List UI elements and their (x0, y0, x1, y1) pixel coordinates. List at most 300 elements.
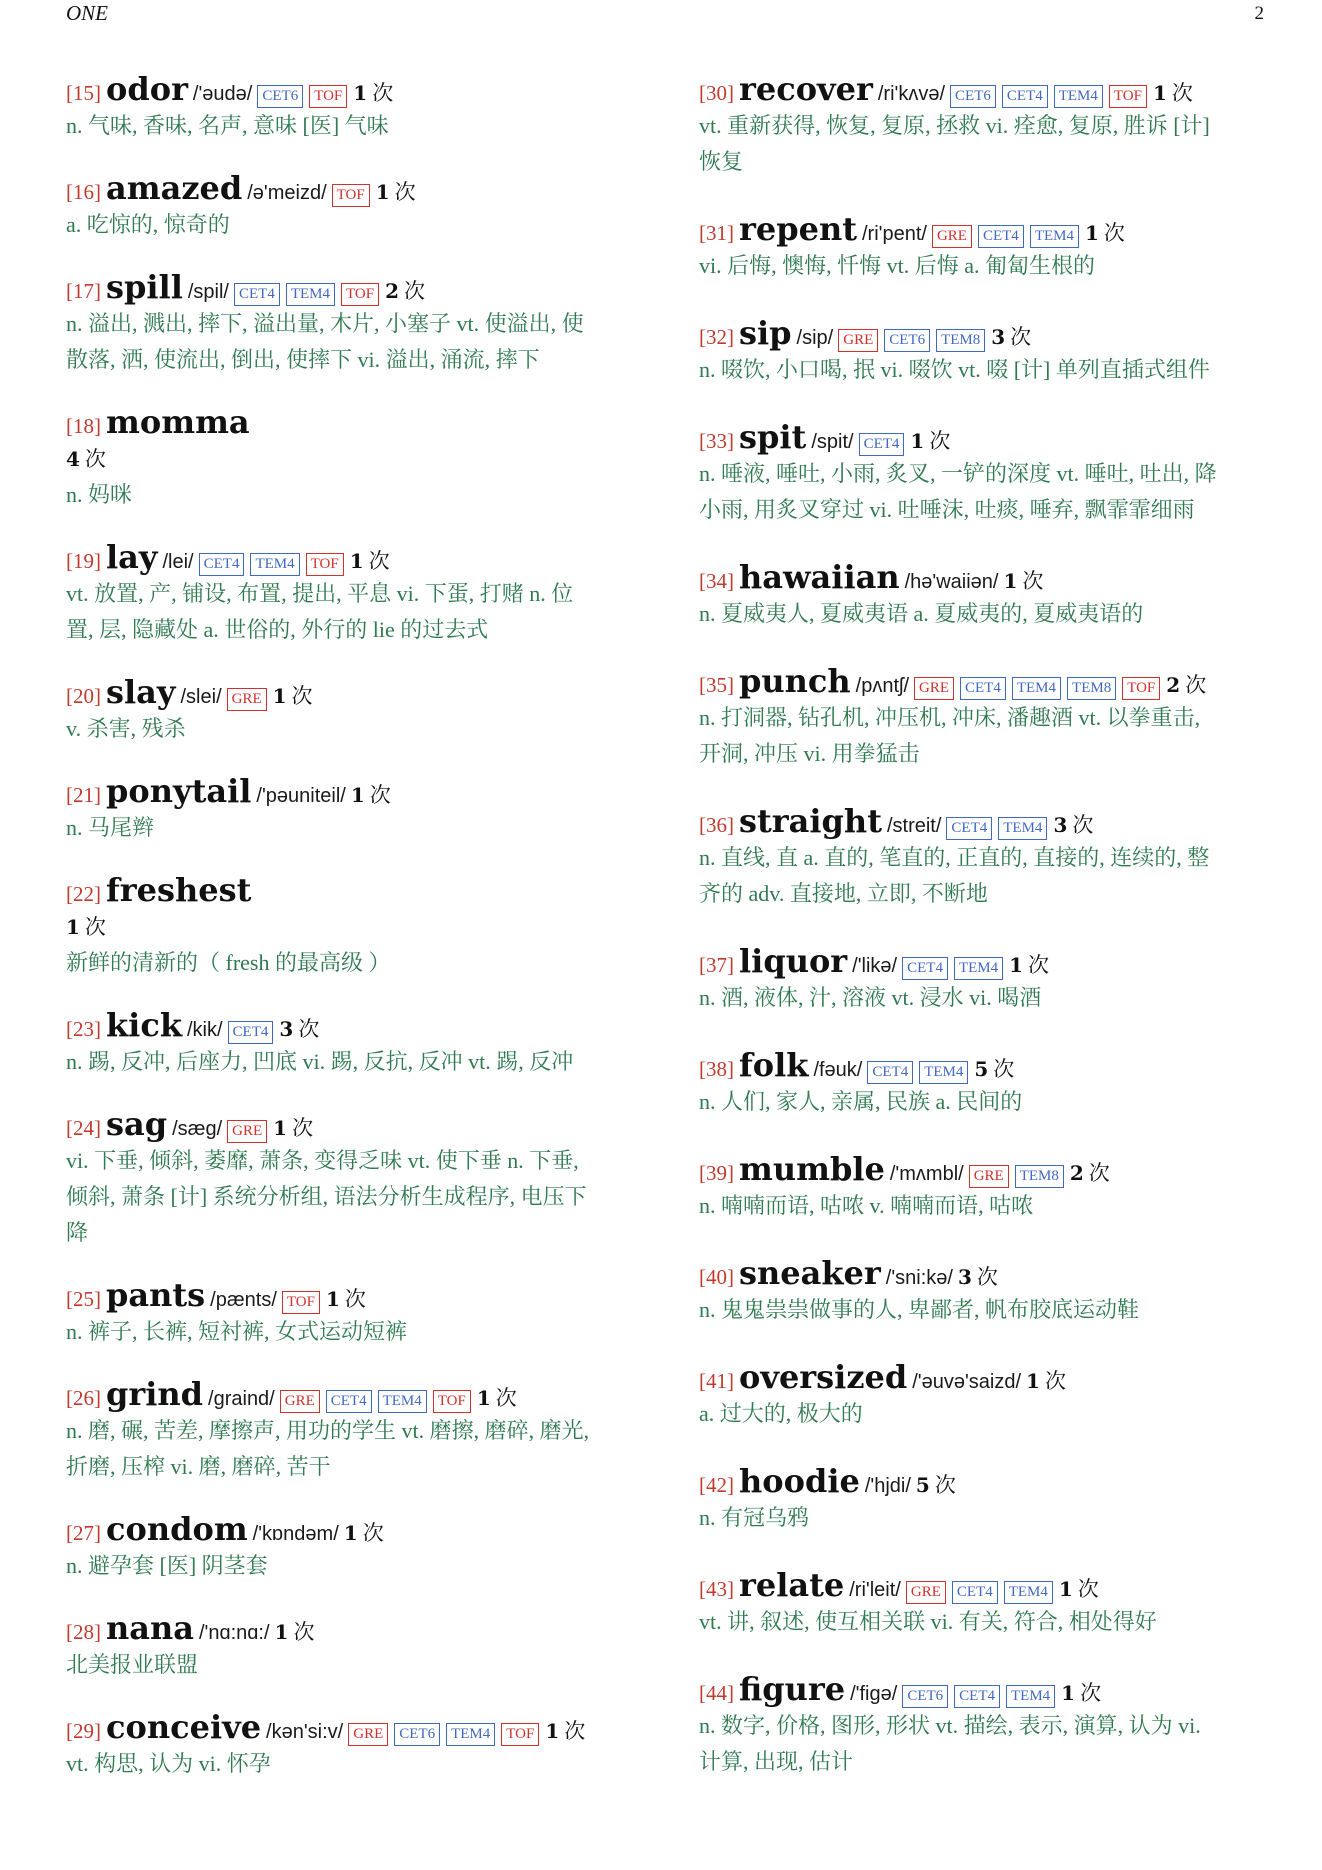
occurrence-count (1053, 813, 1094, 837)
count-unit: 次 (934, 1473, 956, 1497)
count-number: 3 (279, 1017, 294, 1041)
exam-tag: TEM4 (954, 957, 1003, 980)
exam-tag: TEM4 (998, 817, 1047, 840)
entry-heading (66, 1375, 666, 1413)
entry-phonetic: /ri'leit/ (849, 1579, 901, 1601)
occurrence-count (325, 1287, 366, 1311)
entry-phonetic: /'əudə/ (192, 83, 253, 105)
entry-word: amazed (106, 169, 243, 207)
entry-phonetic: /'nɑ:nɑ:/ (199, 1622, 270, 1644)
count-number: 1 (350, 783, 365, 807)
entry-phonetic: /spit/ (811, 431, 854, 453)
count-number: 4 (66, 447, 80, 471)
entry-index: [23] (66, 1017, 101, 1041)
entry-heading (699, 314, 1299, 352)
right-column (699, 70, 1299, 1860)
vocab-entry (699, 1150, 1299, 1224)
count-number: 1 (1084, 221, 1099, 245)
entry-word: figure (739, 1670, 846, 1708)
entry-word: freshest (106, 871, 252, 909)
exam-tag: TEM4 (1004, 1581, 1053, 1604)
definition-line: 倾斜, 萧条 [计] 系统分析组, 语法分析生成程序, 电压下 (66, 1184, 587, 1209)
count-unit: 次 (372, 81, 394, 105)
entry-heading (699, 1566, 1299, 1604)
entry-index: [43] (699, 1577, 734, 1601)
exam-tag: TEM4 (1006, 1685, 1055, 1708)
entry-heading (66, 403, 666, 441)
definition-line: n. 踢, 反冲, 后座力, 凹底 vi. 踢, 反抗, 反冲 vt. 踢, 反冲 (66, 1049, 574, 1074)
count-number: 1 (476, 1386, 491, 1410)
entry-word: hawaiian (739, 558, 900, 596)
exam-tag: TEM8 (1015, 1165, 1064, 1188)
exam-tag: CET4 (867, 1061, 913, 1084)
count-number: 1 (343, 1521, 358, 1545)
exam-tag: TEM4 (1030, 225, 1079, 248)
count-number: 2 (1069, 1161, 1084, 1185)
definition-line: 开洞, 冲压 vi. 用拳猛击 (699, 741, 920, 766)
count-number: 5 (915, 1473, 930, 1497)
count-number: 1 (66, 915, 80, 939)
entry-phonetic: /sip/ (796, 327, 834, 349)
entry-word: spill (106, 268, 183, 306)
entry-heading (699, 662, 1299, 700)
definition-line: n. 溢出, 溅出, 摔下, 溢出量, 木片, 小塞子 vt. 使溢出, 使 (66, 311, 584, 336)
entry-heading (699, 70, 1299, 108)
vocab-entry (699, 210, 1299, 284)
definition-line: n. 打洞器, 钻孔机, 冲压机, 冲床, 潘趣酒 vt. 以拳重击, (699, 705, 1201, 730)
exam-tag: CET6 (884, 329, 930, 352)
entry-heading (66, 268, 666, 306)
entry-word: spit (739, 418, 807, 456)
occurrence-count (1003, 569, 1044, 593)
count-unit: 次 (929, 429, 951, 453)
definition-line: v. 杀害, 残杀 (66, 716, 186, 741)
exam-tag: CET4 (326, 1390, 372, 1413)
entry-word: mumble (739, 1150, 885, 1188)
entry-heading (66, 1708, 666, 1746)
count-number: 3 (957, 1265, 972, 1289)
exam-tag: TEM4 (1012, 677, 1061, 700)
count-number: 5 (974, 1057, 989, 1081)
entry-heading (66, 673, 666, 711)
exam-tag: CET4 (1002, 85, 1048, 108)
entry-heading (66, 1510, 666, 1548)
vocab-entry (66, 1006, 666, 1080)
entry-phonetic: /hə'waiiən/ (904, 571, 999, 593)
entry-phonetic: /'likə/ (852, 955, 898, 977)
entry-heading (66, 1276, 666, 1314)
entry-word: conceive (106, 1708, 262, 1746)
count-unit: 次 (1072, 813, 1094, 837)
entry-index: [17] (66, 279, 101, 303)
vocab-entry (699, 942, 1299, 1016)
entry-index: [16] (66, 180, 101, 204)
exam-tag: TOF (433, 1390, 471, 1413)
vocab-entry (66, 1276, 666, 1350)
definition-line: vi. 下垂, 倾斜, 萎靡, 萧条, 变得乏味 vt. 使下垂 n. 下垂, (66, 1148, 579, 1173)
entry-heading (66, 538, 666, 576)
entry-index: [35] (699, 673, 734, 697)
left-column (66, 70, 666, 1860)
entry-word: lay (106, 538, 158, 576)
entry-index: [42] (699, 1473, 734, 1497)
entry-index: [36] (699, 813, 734, 837)
entry-index: [15] (66, 81, 101, 105)
occurrence-count (1166, 673, 1207, 697)
entry-heading (699, 1670, 1299, 1708)
entry-heading (699, 1254, 1299, 1292)
entry-phonetic: /'figə/ (850, 1683, 898, 1705)
entry-index: [30] (699, 81, 734, 105)
entry-index: [39] (699, 1161, 734, 1185)
exam-tag: TEM4 (919, 1061, 968, 1084)
entry-index: [28] (66, 1620, 101, 1644)
vocab-entry (66, 1708, 666, 1782)
occurrence-count (343, 1521, 384, 1545)
exam-tag: TEM4 (286, 283, 335, 306)
count-unit: 次 (292, 1116, 314, 1140)
entry-heading (699, 210, 1299, 248)
count-number: 3 (1053, 813, 1068, 837)
exam-tag: CET4 (234, 283, 280, 306)
entry-heading (66, 871, 666, 909)
definition-line: 置, 层, 隐藏处 a. 世俗的, 外行的 lie 的过去式 (66, 617, 489, 642)
exam-tag: CET4 (960, 677, 1006, 700)
entry-word: condom (106, 1510, 248, 1548)
entry-phonetic: /ri'pent/ (862, 223, 927, 245)
count-unit: 次 (394, 180, 416, 204)
exam-tag: CET4 (859, 433, 905, 456)
exam-tag: GRE (969, 1165, 1009, 1188)
vocab-entry (699, 1358, 1299, 1432)
definition-line: vt. 构思, 认为 vi. 怀孕 (66, 1751, 271, 1776)
definition-line: n. 喃喃而语, 咕哝 v. 喃喃而语, 咕哝 (699, 1193, 1034, 1218)
exam-tag: GRE (227, 688, 267, 711)
occurrence-count (915, 1473, 956, 1497)
entry-phonetic: /'kɒndəm/ (252, 1523, 339, 1545)
exam-tag: TEM4 (1054, 85, 1103, 108)
count-unit: 次 (362, 1521, 384, 1545)
exam-tag: CET4 (946, 817, 992, 840)
entry-phonetic: /'pəuniteil/ (256, 785, 346, 807)
entry-word: kick (106, 1006, 182, 1044)
entry-index: [19] (66, 549, 101, 573)
definition-line: n. 夏威夷人, 夏威夷语 a. 夏威夷的, 夏威夷语的 (699, 601, 1144, 626)
definition-line: vt. 重新获得, 恢复, 复原, 拯救 vi. 痊愈, 复原, 胜诉 [计] (699, 113, 1210, 138)
count-number: 1 (545, 1719, 560, 1743)
entry-index: [18] (66, 414, 101, 438)
definition-line: n. 避孕套 [医] 阴茎套 (66, 1553, 268, 1578)
vocab-entry (66, 268, 666, 378)
entry-index: [44] (699, 1681, 734, 1705)
count-number: 1 (353, 81, 368, 105)
count-number: 1 (1003, 569, 1018, 593)
entry-heading (699, 1046, 1299, 1084)
entry-index: [24] (66, 1116, 101, 1140)
occurrence-count (350, 783, 391, 807)
exam-tag: CET4 (228, 1021, 274, 1044)
count-unit: 次 (1103, 221, 1125, 245)
entry-index: [33] (699, 429, 734, 453)
vocab-entry (66, 538, 666, 648)
count-number: 1 (274, 1620, 289, 1644)
occurrence-count (910, 429, 951, 453)
definition-line: 北美报业联盟 (66, 1652, 199, 1677)
definition-line: 恢复 (699, 149, 744, 174)
exam-tag: TOF (1109, 85, 1147, 108)
count-number: 1 (272, 684, 287, 708)
definition-line: n. 鬼鬼祟祟做事的人, 卑鄙者, 帆布胶底运动鞋 (699, 1297, 1140, 1322)
exam-tag: CET6 (257, 85, 303, 108)
occurrence-count (66, 441, 666, 477)
count-unit: 次 (291, 684, 313, 708)
entry-heading (699, 942, 1299, 980)
count-number: 1 (325, 1287, 340, 1311)
entry-word: straight (739, 802, 882, 840)
vocab-entry (66, 673, 666, 747)
entry-index: [40] (699, 1265, 734, 1289)
entry-phonetic: /fəuk/ (813, 1059, 863, 1081)
count-unit: 次 (369, 783, 391, 807)
occurrence-count (1026, 1369, 1066, 1393)
count-unit: 次 (993, 1057, 1015, 1081)
vocab-entry (699, 1670, 1299, 1780)
count-number: 2 (385, 279, 399, 303)
entry-phonetic: /'mʌmbl/ (889, 1163, 964, 1185)
occurrence-count (279, 1017, 320, 1041)
count-unit: 次 (1028, 953, 1050, 977)
page-header-title: ONE (66, 1, 108, 25)
count-unit: 次 (1022, 569, 1044, 593)
count-unit: 次 (84, 915, 106, 939)
definition-line: n. 数字, 价格, 图形, 形状 vt. 描绘, 表示, 演算, 认为 vi. (699, 1713, 1201, 1738)
exam-tag: CET6 (950, 85, 996, 108)
exam-tag: GRE (280, 1390, 320, 1413)
vocab-entry (66, 403, 666, 513)
count-unit: 次 (1088, 1161, 1110, 1185)
vocab-entry (699, 314, 1299, 388)
count-unit: 次 (1171, 81, 1193, 105)
entry-index: [27] (66, 1521, 101, 1545)
definition-line: a. 吃惊的, 惊奇的 (66, 212, 230, 237)
entry-phonetic: /'əuvə'saizd/ (912, 1371, 1022, 1393)
entry-word: folk (739, 1046, 809, 1084)
entry-word: momma (106, 403, 250, 441)
entry-word: grind (106, 1375, 204, 1413)
entry-phonetic: /'hjdi/ (864, 1475, 911, 1497)
count-number: 1 (1061, 1681, 1076, 1705)
definition-line: n. 磨, 碾, 苦差, 摩擦声, 用功的学生 vt. 磨擦, 磨碎, 磨光, (66, 1418, 590, 1443)
definition-line: a. 过大的, 极大的 (699, 1401, 863, 1426)
vocab-entry (699, 70, 1299, 180)
definition-line: n. 马尾辫 (66, 815, 155, 840)
entry-word: liquor (739, 942, 848, 980)
vocab-entry (66, 1510, 666, 1584)
entry-phonetic: /sæg/ (172, 1118, 223, 1140)
occurrence-count (974, 1057, 1015, 1081)
occurrence-count (272, 684, 313, 708)
entry-heading (66, 70, 666, 108)
entry-index: [31] (699, 221, 734, 245)
definition-line: n. 裤子, 长裤, 短衬裤, 女式运动短裤 (66, 1319, 408, 1344)
definition-line: n. 酒, 液体, 汁, 溶液 vt. 浸水 vi. 喝酒 (699, 985, 1042, 1010)
count-number: 1 (349, 549, 364, 573)
exam-tag: GRE (914, 677, 954, 700)
exam-tag: CET4 (199, 553, 245, 576)
entry-word: nana (106, 1609, 194, 1647)
entry-phonetic: /streit/ (886, 815, 942, 837)
count-number: 1 (1009, 953, 1024, 977)
occurrence-count (1069, 1161, 1110, 1185)
vocab-entry (66, 871, 666, 981)
count-unit: 次 (564, 1719, 586, 1743)
occurrence-count (1152, 81, 1193, 105)
vocab-entry (699, 418, 1299, 528)
occurrence-count (957, 1265, 998, 1289)
exam-tag: GRE (906, 1581, 946, 1604)
occurrence-count (66, 909, 666, 945)
occurrence-count (476, 1386, 517, 1410)
entry-word: sneaker (739, 1254, 881, 1292)
definition-line: 散落, 洒, 使流出, 倒出, 使摔下 vi. 溢出, 涌流, 摔下 (66, 347, 540, 372)
definition-line: n. 直线, 直 a. 直的, 笔直的, 正直的, 直接的, 连续的, 整 (699, 845, 1210, 870)
entry-word: sag (106, 1105, 168, 1143)
entry-word: pants (106, 1276, 206, 1314)
vocab-entry (66, 1609, 666, 1683)
entry-word: ponytail (106, 772, 252, 810)
entry-index: [22] (66, 882, 101, 906)
vocab-entry (699, 1462, 1299, 1536)
vocab-entry (699, 802, 1299, 912)
entry-phonetic: /ri'kʌvə/ (877, 83, 946, 105)
vocab-entry (699, 662, 1299, 772)
exam-tag: TEM8 (1067, 677, 1116, 700)
count-number: 1 (1026, 1369, 1040, 1393)
occurrence-count (385, 279, 425, 303)
definition-line: 齐的 adv. 直接地, 立即, 不断地 (699, 881, 988, 906)
entry-phonetic: /slei/ (180, 686, 222, 708)
vocab-entry (66, 169, 666, 243)
count-number: 3 (991, 325, 1006, 349)
occurrence-count (375, 180, 416, 204)
entry-word: hoodie (739, 1462, 860, 1500)
vocab-entry (66, 1375, 666, 1485)
entry-phonetic: /'sni:kə/ (885, 1267, 953, 1289)
count-unit: 次 (1185, 673, 1207, 697)
count-unit: 次 (344, 1287, 366, 1311)
definition-line: n. 气味, 香味, 名声, 意味 [医] 气味 (66, 113, 389, 138)
definition-line: vt. 讲, 叙述, 使互相关联 vi. 有关, 符合, 相处得好 (699, 1609, 1157, 1634)
entry-heading (66, 772, 666, 810)
exam-tag: GRE (932, 225, 972, 248)
vocab-entry (699, 1254, 1299, 1328)
exam-tag: TOF (341, 283, 379, 306)
occurrence-count (991, 325, 1032, 349)
entry-index: [26] (66, 1386, 101, 1410)
entry-phonetic: /lei/ (162, 551, 194, 573)
count-unit: 次 (84, 447, 106, 471)
exam-tag: CET4 (978, 225, 1024, 248)
count-unit: 次 (1077, 1577, 1099, 1601)
exam-tag: TOF (282, 1291, 320, 1314)
entry-word: odor (106, 70, 188, 108)
entry-index: [21] (66, 783, 101, 807)
entry-phonetic: /kik/ (186, 1019, 223, 1041)
definition-line: n. 啜饮, 小口喝, 抿 vi. 啜饮 vt. 啜 [计] 单列直插式组件 (699, 357, 1210, 382)
exam-tag: GRE (227, 1120, 267, 1143)
occurrence-count (1009, 953, 1050, 977)
exam-tag: TOF (306, 553, 344, 576)
occurrence-count (353, 81, 394, 105)
entry-index: [37] (699, 953, 734, 977)
entry-phonetic: /kən'si:v/ (266, 1721, 344, 1743)
entry-phonetic: /graind/ (208, 1388, 275, 1410)
definition-line: n. 有冠乌鸦 (699, 1505, 810, 1530)
entry-index: [32] (699, 325, 734, 349)
occurrence-count (545, 1719, 586, 1743)
entry-index: [41] (699, 1369, 734, 1393)
exam-tag: TOF (332, 184, 370, 207)
definition-line: n. 唾液, 唾吐, 小雨, 炙叉, 一铲的深度 vt. 唾吐, 吐出, 降 (699, 461, 1217, 486)
entry-heading (699, 1462, 1299, 1500)
occurrence-count (274, 1620, 315, 1644)
entry-word: repent (739, 210, 857, 248)
definition-line: vi. 后悔, 懊悔, 忏悔 vt. 后悔 a. 匍匐生根的 (699, 253, 1095, 278)
entry-phonetic: /pænts/ (210, 1289, 277, 1311)
count-number: 1 (375, 180, 390, 204)
count-number: 2 (1166, 673, 1181, 697)
occurrence-count (1061, 1681, 1102, 1705)
entry-word: punch (739, 662, 851, 700)
definition-line: 折磨, 压榨 vi. 磨, 磨碎, 苦干 (66, 1454, 331, 1479)
exam-tag: GRE (838, 329, 878, 352)
entry-index: [29] (66, 1719, 101, 1743)
count-number: 1 (1152, 81, 1167, 105)
exam-tag: TOF (1122, 677, 1160, 700)
definition-line: 新鲜的清新的（ fresh 的最高级 ） (66, 950, 391, 975)
count-number: 1 (910, 429, 925, 453)
entry-word: sip (739, 314, 792, 352)
entry-index: [25] (66, 1287, 101, 1311)
entry-index: [38] (699, 1057, 734, 1081)
entry-heading (66, 1006, 666, 1044)
count-unit: 次 (976, 1265, 998, 1289)
entry-phonetic: /ə'meizd/ (247, 182, 327, 204)
entry-index: [20] (66, 684, 101, 708)
count-unit: 次 (404, 279, 425, 303)
count-unit: 次 (1080, 1681, 1102, 1705)
occurrence-count (349, 549, 390, 573)
exam-tag: GRE (348, 1723, 388, 1746)
vocab-entry (699, 558, 1299, 632)
entry-index: [34] (699, 569, 734, 593)
count-unit: 次 (293, 1620, 315, 1644)
definition-line: n. 妈咪 (66, 482, 133, 507)
entry-word: oversized (739, 1358, 908, 1396)
count-unit: 次 (1044, 1369, 1066, 1393)
entry-word: slay (106, 673, 176, 711)
exam-tag: TEM4 (250, 553, 299, 576)
definition-line: vt. 放置, 产, 铺设, 布置, 提出, 平息 vi. 下蛋, 打赌 n. 位 (66, 581, 574, 606)
exam-tag: CET6 (902, 1685, 948, 1708)
count-unit: 次 (1010, 325, 1032, 349)
entry-heading (699, 558, 1299, 596)
vocab-entry (66, 70, 666, 144)
entry-phonetic: /spil/ (187, 281, 229, 303)
count-unit: 次 (495, 1386, 517, 1410)
definition-line: 降 (66, 1220, 89, 1245)
vocab-entry (66, 772, 666, 846)
